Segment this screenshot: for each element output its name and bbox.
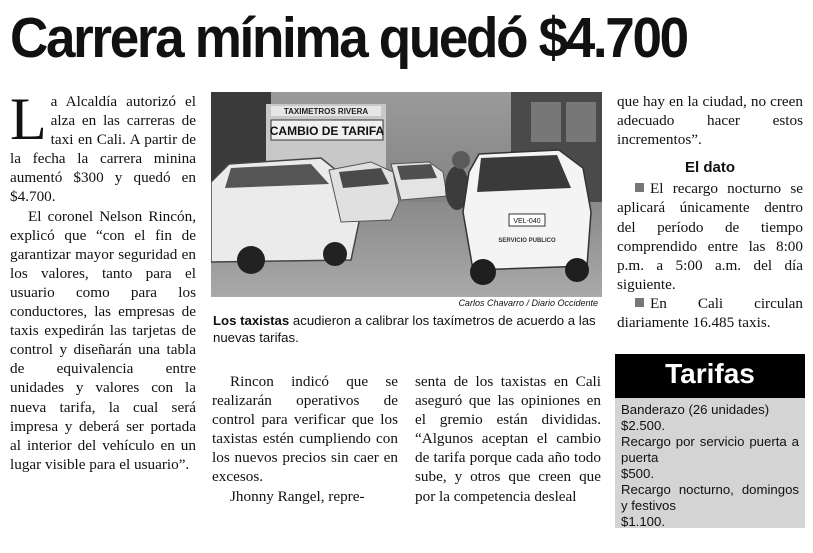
taxis-photo-illustration	[211, 92, 602, 297]
headline: Carrera mínima quedó $4.700	[10, 6, 687, 70]
tariff-value: $1.100.	[621, 514, 665, 529]
taxi-door-text: SERVICIO PUBLICO	[498, 238, 556, 244]
shop-sign-main: CAMBIO DE TARIFA	[269, 124, 385, 138]
bullet-square-icon	[635, 298, 644, 307]
fact-text: En Cali circulan diariamente 16.485 taxis.	[617, 294, 803, 332]
tariff-label: Recargo por servicio puerta a puerta	[621, 434, 799, 465]
tariffs-box	[615, 354, 805, 528]
news-photo	[211, 92, 602, 297]
paragraph: El coronel Nelson Rincón, explicó que “con el fin de garantizar mayor seguridad en los valores, tanto para el usuario como para los conductores, las empresas de taxis expedirán las tarjetas de control y diseñarán una tabla de equivalencia entre unidades y valores con la nueva tarifa, la cual será impresa y deberá ser portada al interior del vehículo en un lugar visible para el usuario”.	[10, 207, 196, 473]
article-column-4	[617, 92, 803, 332]
article-column-1	[10, 86, 196, 474]
shop-sign-top: TAXIMETROS RIVERA	[283, 107, 369, 116]
tariffs-list	[615, 398, 805, 530]
photo-credit: Carlos Chavarro / Diario Occidente	[458, 298, 598, 308]
license-plate: VEL-040	[513, 218, 541, 225]
caption-lead: Los taxistas	[213, 313, 290, 328]
tariff-value: $2.500.	[621, 418, 665, 433]
article-column-2	[212, 372, 398, 506]
tariff-label: Recargo nocturno, domingos y festivos	[621, 482, 799, 513]
lead-paragraph	[10, 86, 196, 207]
paragraph: Rincon indicó que se realizarán operativos de control para verificar que los taxistas estén cumpliendo con los nuevos precios sin caer en excesos.	[212, 373, 398, 486]
drop-cap: L	[10, 86, 47, 152]
tariffs-title: Tarifas	[615, 354, 805, 398]
sidebar-title: El dato	[684, 159, 735, 177]
paragraph: Jhonny Rangel, repre-	[230, 487, 365, 505]
bullet-square-icon	[635, 183, 644, 192]
fact-item	[617, 179, 803, 294]
caption-text: acudieron a calibrar los taxímetros de acuerdo a las nuevas tarifas.	[213, 313, 596, 345]
lead-text: a Alcaldía autorizó el alza en las carreras de taxi en Cali. A partir de la fecha la carrera minina aumentó $300 y quedó en $4.700.	[10, 93, 196, 206]
tariff-value: $500.	[621, 466, 655, 481]
fact-item	[617, 294, 803, 332]
paragraph: senta de los taxistas en Cali aseguró que las opiniones en el gremio están divididas. “Algunos aceptan el cambio de tarifa porque cada año todo sube, y otros que creen que por la competencia desleal	[415, 373, 601, 505]
photo-caption	[213, 312, 601, 346]
fact-text: El recargo nocturno se aplicará únicamente dentro del período de tiempo comprendido entre las 8:00 p.m. a 5:00 a.m. del día siguiente.	[617, 180, 803, 293]
tariff-label: Banderazo (26 unidades)	[621, 402, 770, 417]
article-column-3	[415, 372, 601, 506]
paragraph: que hay en la ciudad, no creen adecuado hacer estos incrementos”.	[617, 93, 803, 149]
